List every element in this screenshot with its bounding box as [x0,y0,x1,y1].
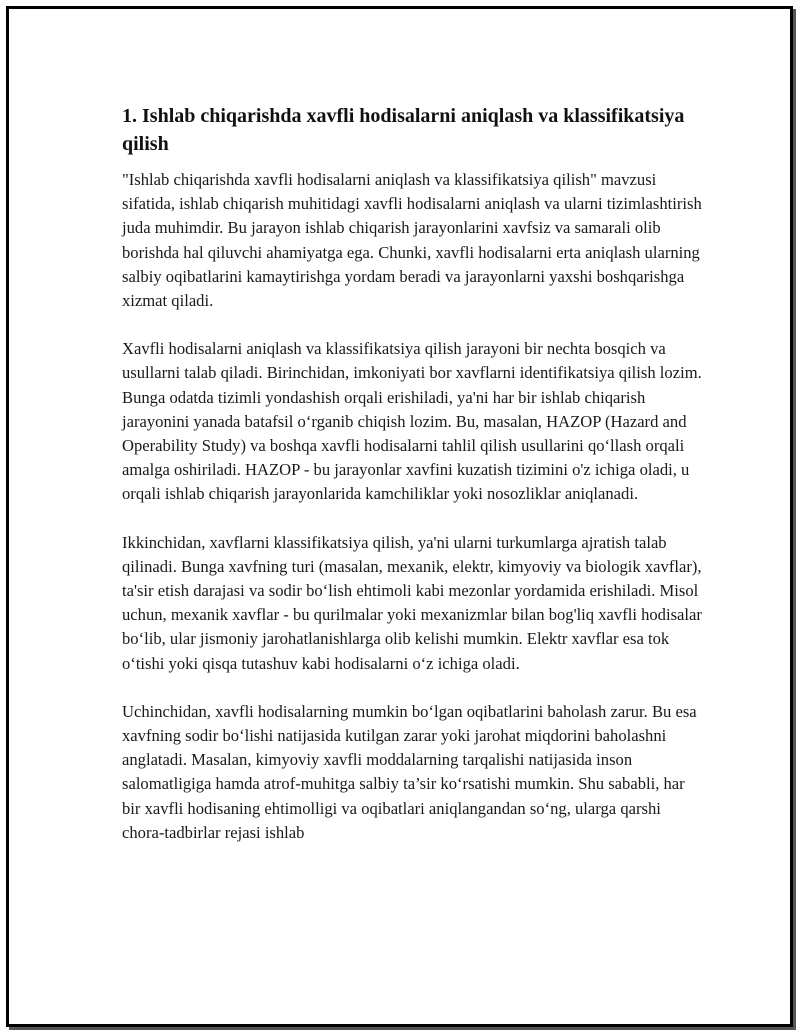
document-body [122,102,704,869]
page-frame [6,6,793,1027]
paragraph-3: Ikkinchidan, xavflarni klassifikatsiya qilish, ya'ni ularni turkumlarga ajratish talab qilinadi. Bunga xavfning turi (masalan, mexanik, elektr, kimyoviy va biologik xavflar), ta'sir etish darajasi va sodir bo‘lish ehtimoli kabi mezonlar yordamida erishiladi. Misol uchun, mexanik xavflar - bu qurilmalar yoki mexanizmlar bilan bog'liq xavfli hodisalar bo‘lib, ular jismoniy jarohatlanishlarga olib kelishi mumkin. Elektr xavflar esa tok o‘tishi yoki qisqa tutashuv kabi hodisalarni o‘z ichiga oladi. [122,532,702,673]
section-heading: 1. Ishlab chiqarishda xavfli hodisalarni aniqlash va klassifikatsiya qilish [122,105,685,155]
paragraph-2: Xavfli hodisalarni aniqlash va klassifikatsiya qilish jarayoni bir nechta bosqich va usullarni talab qiladi. Birinchidan, imkoniyati bor xavflarni identifikatsiya qilish lozim. Bunga odatda tizimli yondashish orqali erishiladi, ya'ni har bir ishlab chiqarish jarayonini yanada batafsil o‘rganib chiqish lozim. Bu, masalan, HAZOP (Hazard and Operability Study) va boshqa xavfli hodisalarni tahlil qilish usullarini qo‘llash orqali amalga oshiriladi. HAZOP - bu jarayonlar xavfini kuzatish tizimini o'z ichiga oladi, u orqali ishlab chiqarish jarayonlarida kamchiliklar yoki nosozliklar aniqlanadi. [122,339,702,504]
paragraph-1: "Ishlab chiqarishda xavfli hodisalarni aniqlash va klassifikatsiya qilish" mavzusi sifatida, ishlab chiqarish muhitidagi xavfli hodisalarni aniqlash va ularni tizimlashtirish juda muhimdir. Bu jarayon ishlab chiqarish jarayonlarini xavfsiz va samarali olib borishda hal qiluvchi ahamiyatga ega. Chunki, xavfli hodisalarni erta aniqlash ularning salbiy oqibatlarini kamaytirishga yordam beradi va jarayonlarni yaxshi boshqarishga xizmat qiladi. [122,170,702,311]
paragraph-4: Uchinchidan, xavfli hodisalarning mumkin bo‘lgan oqibatlarini baholash zarur. Bu esa xavfning sodir bo‘lishi natijasida kutilgan zarar yoki jarohat miqdorini baholashni anglatadi. Masalan, kimyoviy xavfli moddalarning tarqalishi natijasida inson salomatligiga hamda atrof-muhitga salbiy ta’sir ko‘rsatishi mumkin. Shu sababli, har bir xavfli hodisaning ehtimolligi va oqibatlari aniqlangandan so‘ng, ularga qarshi chora-tadbirlar rejasi ishlab [122,701,697,842]
